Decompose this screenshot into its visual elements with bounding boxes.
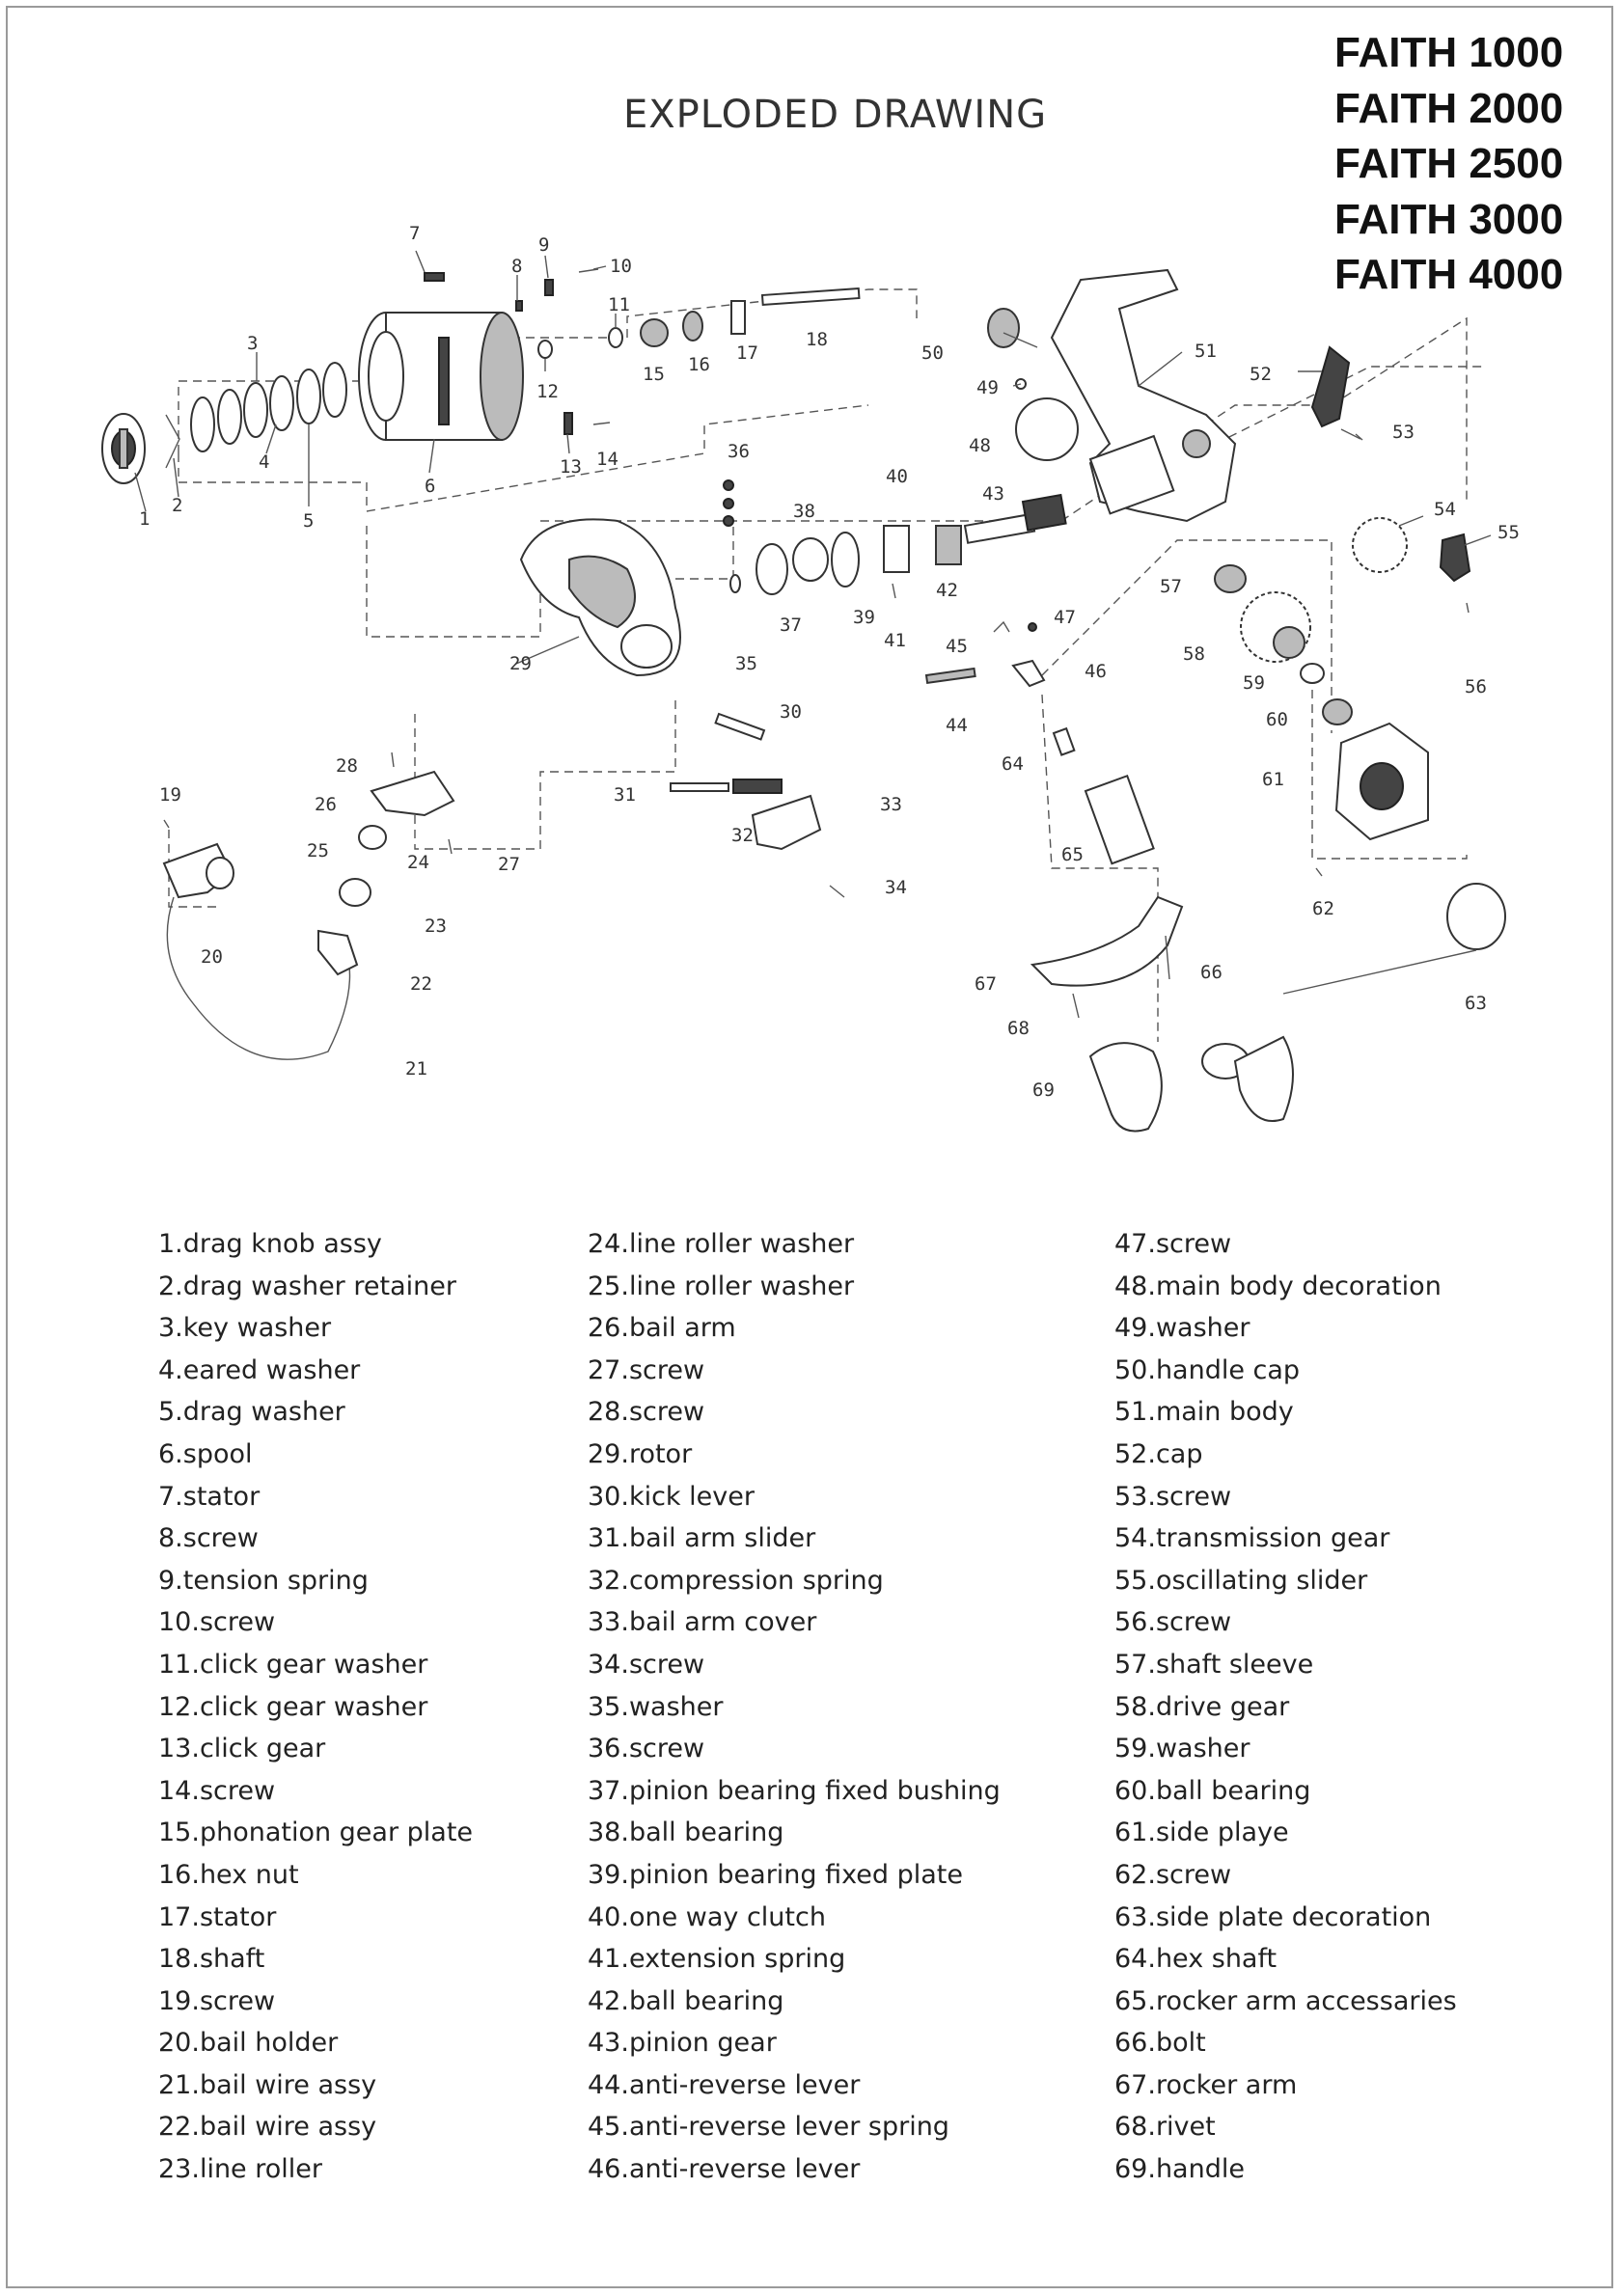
callout-39: 39 — [853, 607, 875, 628]
parts-list-item: 23.line roller — [158, 2154, 322, 2185]
parts-list-item: 1.drag knob assy — [158, 1229, 382, 1259]
parts-list-item: 18.shaft — [158, 1944, 265, 1975]
parts-list-item: 41.extension spring — [588, 1944, 846, 1975]
callout-18: 18 — [806, 329, 828, 350]
callout-9: 9 — [538, 234, 550, 256]
parts-list-item: 56.screw — [1114, 1607, 1232, 1638]
parts-list-item: 16.hex nut — [158, 1859, 299, 1890]
parts-list-item: 54.transmission gear — [1114, 1523, 1390, 1554]
callout-23: 23 — [425, 916, 447, 937]
parts-list-item: 35.washer — [588, 1691, 724, 1722]
callout-42: 42 — [936, 580, 958, 601]
model-name: FAITH 2000 — [1334, 84, 1564, 132]
parts-list-item: 69.handle — [1114, 2154, 1245, 2185]
callout-47: 47 — [1054, 607, 1076, 628]
callout-57: 57 — [1160, 576, 1182, 597]
parts-list-item: 6.spool — [158, 1438, 253, 1469]
callout-25: 25 — [307, 840, 329, 861]
parts-list-item: 37.pinion bearing fixed bushing — [588, 1775, 1001, 1806]
callout-44: 44 — [946, 715, 968, 736]
callout-7: 7 — [409, 223, 421, 244]
main-body-part — [988, 270, 1235, 521]
callout-20: 20 — [201, 946, 223, 968]
callout-19: 19 — [159, 784, 181, 806]
callout-4: 4 — [259, 451, 270, 473]
parts-list-item: 30.kick lever — [588, 1481, 755, 1512]
parts-list-item: 36.screw — [588, 1734, 705, 1764]
drag-washer-retainer-part — [166, 415, 179, 468]
callout-68: 68 — [1007, 1018, 1030, 1039]
parts-list-item: 57.shaft sleeve — [1114, 1649, 1314, 1680]
callout-29: 29 — [509, 653, 532, 674]
cap-part — [1312, 347, 1349, 426]
parts-list-item: 68.rivet — [1114, 2112, 1216, 2143]
parts-list-item: 12.click gear washer — [158, 1691, 428, 1722]
parts-list-item: 44.anti-reverse lever — [588, 2069, 861, 2100]
parts-list-item: 27.screw — [588, 1354, 705, 1385]
callout-32: 32 — [731, 825, 754, 846]
callout-36: 36 — [728, 441, 750, 462]
parts-list-item: 38.ball bearing — [588, 1818, 784, 1848]
parts-list-item: 65.rocker arm accessaries — [1114, 1985, 1457, 2016]
callout-21: 21 — [405, 1058, 427, 1080]
parts-list-item: 33.bail arm cover — [588, 1607, 817, 1638]
callout-11: 11 — [608, 294, 630, 315]
parts-list-item: 60.ball bearing — [1114, 1775, 1311, 1806]
callout-40: 40 — [886, 466, 908, 487]
parts-list-item: 64.hex shaft — [1114, 1944, 1278, 1975]
callout-15: 15 — [643, 364, 665, 385]
parts-list-item: 48.main body decoration — [1114, 1271, 1442, 1301]
callout-16: 16 — [688, 354, 710, 375]
callout-62: 62 — [1312, 898, 1334, 919]
parts-list-item: 31.bail arm slider — [588, 1523, 816, 1554]
parts-list-item: 51.main body — [1114, 1397, 1294, 1428]
parts-list — [158, 1223, 1509, 2188]
callout-58: 58 — [1183, 643, 1205, 665]
callout-55: 55 — [1497, 522, 1520, 543]
callout-10: 10 — [610, 256, 632, 277]
callout-35: 35 — [735, 653, 757, 674]
callout-66: 66 — [1200, 962, 1223, 983]
callout-43: 43 — [982, 483, 1004, 505]
parts-list-item: 55.oscillating slider — [1114, 1565, 1368, 1596]
callout-52: 52 — [1250, 364, 1272, 385]
callout-13: 13 — [560, 456, 582, 478]
parts-list-item: 9.tension spring — [158, 1565, 369, 1596]
parts-list-item: 8.screw — [158, 1523, 259, 1554]
callout-14: 14 — [596, 449, 618, 470]
callout-3: 3 — [247, 333, 259, 354]
callout-54: 54 — [1434, 499, 1456, 520]
parts-list-item: 20.bail holder — [158, 2028, 339, 2059]
callout-61: 61 — [1262, 769, 1284, 790]
callout-46: 46 — [1085, 661, 1107, 682]
parts-list-item: 11.click gear washer — [158, 1649, 428, 1680]
screw-62-part — [1316, 868, 1322, 876]
callout-63: 63 — [1465, 993, 1487, 1014]
parts-list-item: 29.rotor — [588, 1438, 693, 1469]
callout-2: 2 — [172, 495, 183, 516]
callout-45: 45 — [946, 636, 968, 657]
callout-49: 49 — [976, 377, 999, 398]
parts-list-item: 40.one way clutch — [588, 1901, 826, 1932]
callout-37: 37 — [780, 615, 802, 636]
pinion-stack-part — [724, 480, 1066, 598]
model-name: FAITH 2500 — [1334, 140, 1564, 187]
callout-22: 22 — [410, 973, 432, 995]
parts-list-item: 67.rocker arm — [1114, 2069, 1298, 2100]
callout-41: 41 — [884, 630, 906, 651]
callout-69: 69 — [1032, 1080, 1055, 1101]
callout-26: 26 — [315, 794, 337, 815]
parts-list-item: 2.drag washer retainer — [158, 1271, 456, 1301]
parts-list-item: 4.eared washer — [158, 1354, 361, 1385]
model-name: FAITH 3000 — [1334, 195, 1564, 243]
callout-67: 67 — [975, 973, 997, 995]
callout-56: 56 — [1465, 676, 1487, 697]
side-plate-decoration-part — [1447, 884, 1505, 949]
callout-65: 65 — [1061, 844, 1084, 865]
callout-51: 51 — [1195, 341, 1217, 362]
drag-knob-assy-part — [102, 414, 145, 483]
callout-38: 38 — [793, 501, 815, 522]
parts-list-item: 50.handle cap — [1114, 1354, 1301, 1385]
parts-list-item: 10.screw — [158, 1607, 276, 1638]
oscillating-slider-part — [1441, 534, 1470, 581]
callout-60: 60 — [1266, 709, 1288, 730]
parts-list-item: 52.cap — [1114, 1438, 1203, 1469]
parts-list-item: 42.ball bearing — [588, 1985, 784, 2016]
parts-list-item: 62.screw — [1114, 1859, 1232, 1890]
anti-reverse-parts — [926, 622, 1044, 686]
model-name: FAITH 4000 — [1334, 251, 1564, 298]
parts-list-item: 26.bail arm — [588, 1313, 736, 1344]
callout-48: 48 — [969, 435, 991, 456]
parts-list-item: 47.screw — [1114, 1229, 1232, 1259]
parts-list-item: 14.screw — [158, 1775, 276, 1806]
callout-33: 33 — [880, 794, 902, 815]
drawing-title: EXPLODED DRAWING — [623, 93, 1048, 137]
callout-1: 1 — [139, 508, 151, 530]
parts-list-item: 66.bolt — [1114, 2028, 1206, 2059]
parts-list-item: 59.washer — [1114, 1734, 1250, 1764]
parts-list-item: 63.side plate decoration — [1114, 1901, 1432, 1932]
callout-59: 59 — [1243, 672, 1265, 694]
parts-list-item: 28.screw — [588, 1397, 705, 1428]
callout-53: 53 — [1392, 422, 1415, 443]
callout-24: 24 — [407, 852, 429, 873]
parts-list-item: 34.screw — [588, 1649, 705, 1680]
parts-list-item: 3.key washer — [158, 1313, 332, 1344]
spool-part — [359, 313, 523, 440]
parts-list-item: 53.screw — [1114, 1481, 1232, 1512]
parts-column-1 — [158, 1223, 473, 2191]
drag-washer-stack-part — [191, 363, 346, 451]
parts-list-item: 32.compression spring — [588, 1565, 884, 1596]
parts-list-item: 7.stator — [158, 1481, 261, 1512]
callout-17: 17 — [736, 342, 758, 364]
parts-column-2 — [588, 1223, 1001, 2191]
parts-list-item: 43.pinion gear — [588, 2028, 777, 2059]
parts-list-item: 24.line roller washer — [588, 1229, 855, 1259]
parts-list-item: 5.drag washer — [158, 1397, 345, 1428]
parts-column-3 — [1114, 1223, 1457, 2191]
parts-list-item: 46.anti-reverse lever — [588, 2154, 861, 2185]
callout-12: 12 — [536, 381, 559, 402]
callout-64: 64 — [1002, 753, 1024, 775]
model-name: FAITH 1000 — [1334, 29, 1564, 76]
parts-list-item: 15.phonation gear plate — [158, 1818, 474, 1848]
callout-27: 27 — [498, 854, 520, 875]
callout-6: 6 — [425, 476, 436, 497]
callout-28: 28 — [336, 755, 358, 777]
handle-assembly-parts — [1032, 728, 1293, 1131]
parts-list-item: 22.bail wire assy — [158, 2112, 377, 2143]
parts-list-item: 58.drive gear — [1114, 1691, 1290, 1722]
parts-list-item: 45.anti-reverse lever spring — [588, 2112, 949, 2143]
parts-list-item: 13.click gear — [158, 1734, 326, 1764]
parts-list-item: 39.pinion bearing fixed plate — [588, 1859, 964, 1890]
callout-34: 34 — [885, 877, 907, 898]
callout-50: 50 — [921, 342, 944, 364]
parts-list-item: 19.screw — [158, 1985, 276, 2016]
parts-list-item: 17.stator — [158, 1901, 277, 1932]
parts-list-item: 49.washer — [1114, 1313, 1250, 1344]
callout-30: 30 — [780, 701, 802, 723]
parts-list-item: 61.side playe — [1114, 1818, 1289, 1848]
parts-list-item: 21.bail wire assy — [158, 2069, 377, 2100]
bail-mechanism-parts — [671, 714, 844, 897]
screw-56-part — [1467, 603, 1469, 613]
side-plate-hub — [1360, 763, 1403, 809]
callout-31: 31 — [614, 784, 636, 806]
transmission-gear-part — [1353, 518, 1407, 572]
callout-5: 5 — [303, 510, 315, 532]
callout-8: 8 — [511, 256, 523, 277]
parts-list-item: 25.line roller washer — [588, 1271, 855, 1301]
bail-arm-parts — [164, 752, 453, 1059]
